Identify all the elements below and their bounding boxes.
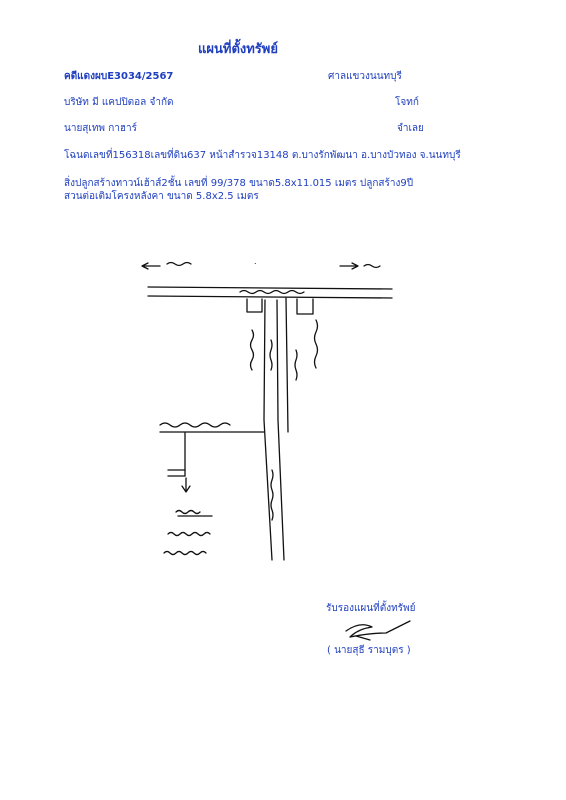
court-name: ศาลแขวงนนทบุรี <box>328 71 402 82</box>
signature-mark <box>346 621 410 637</box>
building-line-2: สวนต่อเติมโครงหลังคา ขนาด 5.8x2.5 เมตร <box>64 191 259 202</box>
certifier-name: ( นายสุธี รามบุตร ) <box>327 645 411 656</box>
defendant-name: นายสุเทพ กาฮาร์ <box>64 123 137 134</box>
arrow-right-icon <box>340 263 358 269</box>
case-number: คดีแดงผบE3034/2567 <box>64 71 174 82</box>
building-line-1: สิ่งปลูกสร้างทาวน์เฮ้าส์2ชั้น เลขที่ 99/378 ขนาด5.8x11.015 เมตร ปลูกสร้าง9ปี <box>64 178 414 189</box>
plaintiff-name: บริษัท มี แคปปิตอล จำกัด <box>64 97 174 108</box>
plaintiff-role: โจทก์ <box>395 97 419 108</box>
defendant-role: จำเลย <box>397 123 424 134</box>
deed-line: โฉนดเลขที่156318เลขที่ดิน637 หน้าสำรวจ13148 ต.บางรักพัฒนา อ.บางบัวทอง จ.นนทบุรี <box>64 150 461 161</box>
sketch-arrow-dot: . <box>254 257 257 266</box>
arrow-left-icon <box>142 263 160 269</box>
certify-label: รับรองแผนที่ตั้งทรัพย์ <box>326 603 416 614</box>
property-marker-icon <box>182 478 190 492</box>
page-title: แผนที่ตั้งทรัพย์ <box>198 42 278 57</box>
